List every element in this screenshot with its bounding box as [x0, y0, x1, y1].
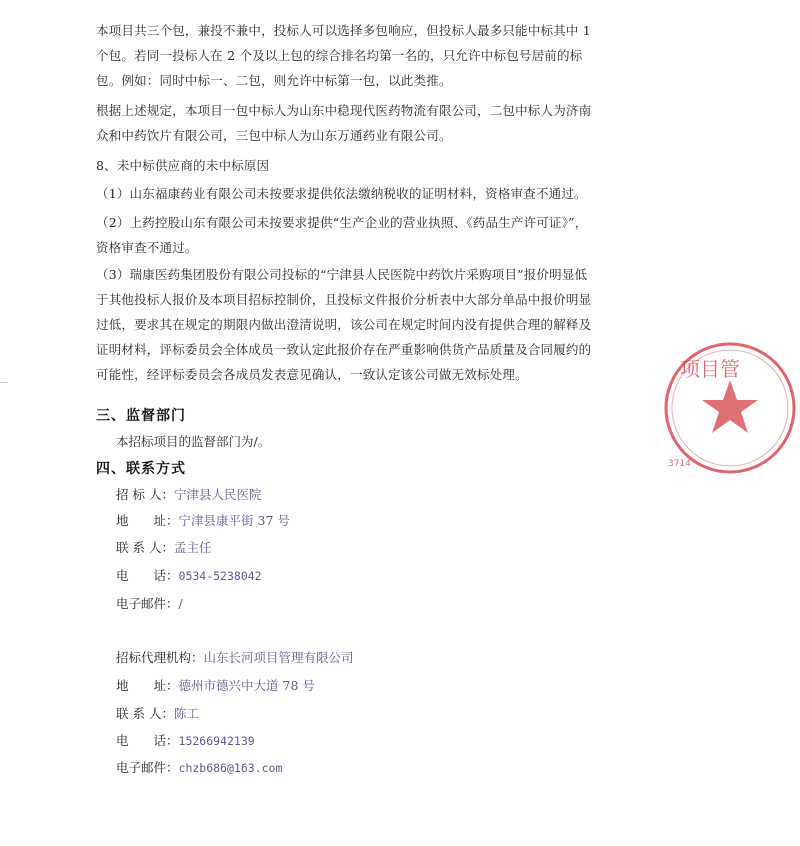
contact-value: 0534-5238042	[178, 569, 262, 583]
contact-value: 15266942139	[178, 734, 255, 748]
contact-value: 德州市德兴中大道 78 号	[178, 678, 315, 693]
unsuccessful-reason-2: （2）上药控股山东有限公司未按要求提供“生产企业的营业执照、《药品生产许可证》”，资格审查不通过。	[96, 215, 588, 255]
margin-mark	[0, 382, 8, 383]
contact-label: 地 址：	[116, 513, 179, 528]
agency-email-row	[116, 758, 282, 778]
section-8-heading: 8、未中标供应商的未中标原因	[96, 158, 270, 173]
agency-contact-row	[116, 704, 199, 724]
seal-top-text: 项目管	[680, 357, 740, 381]
contact-label: 电 话：	[116, 733, 179, 748]
section-3-heading: 三、监督部门	[96, 408, 186, 424]
contact-label: 电子邮件：	[116, 596, 179, 611]
contact-value: /	[178, 596, 183, 611]
contact-label: 招标代理机构：	[116, 650, 204, 665]
award-result-paragraph: 根据上述规定，本项目一包中标人为山东中稳现代医药物流有限公司，二包中标人为济南众和中药饮片有限公司，三包中标人为山东万通药业有限公司。	[96, 103, 592, 143]
agency-name-row	[116, 648, 354, 668]
supervision-text: 本招标项目的监督部门为/。	[116, 434, 271, 449]
seal-star-icon	[702, 380, 758, 433]
contact-value: 山东长河项目管理有限公司	[203, 650, 354, 665]
agency-phone-row	[116, 731, 255, 751]
purchaser-contact-row	[116, 538, 211, 558]
purchaser-name-row	[116, 485, 261, 505]
contact-label: 招 标 人：	[116, 487, 174, 502]
unsuccessful-reason-3: （3）瑞康医药集团股份有限公司投标的“宁津县人民医院中药饮片采购项目”报价明显低于其他投标人报价及本项目招标控制价，且投标文件报价分析表中大部分单品中报价明显过低，要求其在规定的期限内做出澄清说明，该公司在规定时间内没有提供合理的解释及证明材料，评标委员会全体成员一致认定此报价存在严重影响供货产品质量及合同履约的可能性，经评标委员会各成员发表意见确认，一致认定该公司做无效标处理。	[96, 267, 592, 382]
contact-value: 陈工	[173, 706, 199, 721]
contact-value: 宁津县人民医院	[173, 487, 262, 502]
contact-value: chzb686@163.com	[178, 761, 283, 775]
section-4-heading: 四、联系方式	[96, 461, 186, 477]
contact-label: 联 系 人：	[116, 706, 174, 721]
unsuccessful-reason-1: （1）山东福康药业有限公司未按要求提供依法缴纳税收的证明材料，资格审查不通过。	[96, 186, 587, 201]
package-rules-paragraph: 本项目共三个包，兼投不兼中，投标人可以选择多包响应，但投标人最多只能中标其中 1 个包。若同一投标人在 2 个及以上包的综合排名均第一名的，只允许中标包号居前的标包。例如：同时中标一、二包，则允许中标第一包，以此类推。	[96, 23, 591, 88]
purchaser-address-row	[116, 511, 290, 531]
purchaser-phone-row	[116, 566, 262, 586]
contact-label: 地 址：	[116, 678, 179, 693]
purchaser-email-row	[116, 594, 183, 614]
contact-label: 电子邮件：	[116, 760, 179, 775]
contact-label: 联 系 人：	[116, 540, 174, 555]
company-seal-stamp	[660, 338, 800, 478]
contact-label: 电 话：	[116, 568, 179, 583]
contact-value: 孟主任	[173, 540, 212, 555]
seal-code-text: 3714	[668, 459, 691, 469]
contact-value: 宁津县康平街 37 号	[178, 513, 290, 528]
agency-address-row	[116, 676, 315, 696]
